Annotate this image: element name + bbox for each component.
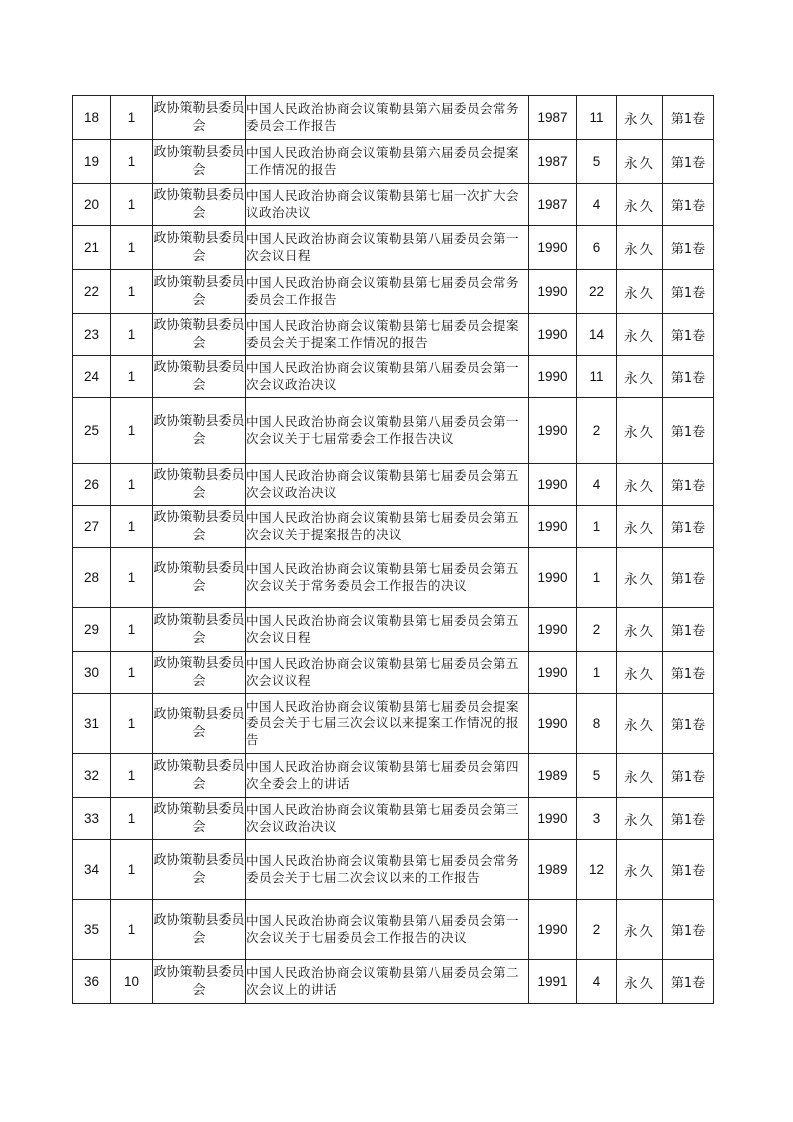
pages-cell: 2 [577,608,617,652]
volume-cell: 第1卷 [663,960,714,1004]
seq-cell: 26 [73,464,111,506]
seq-cell: 24 [73,356,111,398]
category-cell: 1 [111,270,153,314]
pages-cell: 2 [577,900,617,960]
pages-cell: 1 [577,506,617,548]
category-cell: 1 [111,652,153,694]
title-cell: 中国人民政治协商会议策勒县第八届委员会第一次会议政治决议 [246,356,529,398]
volume-cell: 第1卷 [663,840,714,900]
org-cell: 政协策勒县委员会 [153,140,246,184]
title-cell: 中国人民政治协商会议策勒县第七届委员会第五次会议关于常务委员会工作报告的决议 [246,548,529,608]
seq-cell: 34 [73,840,111,900]
table-row [73,314,714,356]
table-row [73,464,714,506]
category-cell: 1 [111,96,153,140]
pages-cell: 12 [577,840,617,900]
title-cell: 中国人民政治协商会议策勒县第七届委员会第四次全委会上的讲话 [246,754,529,798]
org-cell: 政协策勒县委员会 [153,840,246,900]
volume-cell: 第1卷 [663,900,714,960]
seq-cell: 20 [73,184,111,226]
title-cell: 中国人民政治协商会议策勒县第八届委员会第二次会议上的讲话 [246,960,529,1004]
pages-cell: 14 [577,314,617,356]
seq-cell: 36 [73,960,111,1004]
year-cell: 1990 [529,900,577,960]
pages-cell: 8 [577,694,617,754]
org-cell: 政协策勒县委员会 [153,96,246,140]
volume-cell: 第1卷 [663,506,714,548]
pages-cell: 4 [577,960,617,1004]
title-cell: 中国人民政治协商会议策勒县第七届委员会第五次会议关于提案报告的决议 [246,506,529,548]
title-cell: 中国人民政治协商会议策勒县第六届委员会提案工作情况的报告 [246,140,529,184]
year-cell: 1990 [529,356,577,398]
category-cell: 1 [111,314,153,356]
title-cell: 中国人民政治协商会议策勒县第八届委员会第一次会议日程 [246,226,529,270]
seq-cell: 19 [73,140,111,184]
year-cell: 1990 [529,798,577,840]
year-cell: 1990 [529,652,577,694]
title-cell: 中国人民政治协商会议策勒县第八届委员会第一次会议关于七届委员会工作报告的决议 [246,900,529,960]
volume-cell: 第1卷 [663,608,714,652]
title-cell: 中国人民政治协商会议策勒县第八届委员会第一次会议关于七届常委会工作报告决议 [246,398,529,464]
retention-cell: 永久 [617,608,663,652]
table-row [73,226,714,270]
retention-cell: 永久 [617,900,663,960]
category-cell: 1 [111,840,153,900]
org-cell: 政协策勒县委员会 [153,694,246,754]
category-cell: 1 [111,398,153,464]
year-cell: 1989 [529,840,577,900]
retention-cell: 永久 [617,960,663,1004]
table-row [73,96,714,140]
org-cell: 政协策勒县委员会 [153,798,246,840]
table-body [73,96,714,1004]
category-cell: 1 [111,548,153,608]
org-cell: 政协策勒县委员会 [153,900,246,960]
category-cell: 1 [111,900,153,960]
org-cell: 政协策勒县委员会 [153,608,246,652]
archive-catalog-table [72,95,714,1004]
table-row [73,548,714,608]
year-cell: 1987 [529,140,577,184]
category-cell: 1 [111,356,153,398]
org-cell: 政协策勒县委员会 [153,356,246,398]
pages-cell: 1 [577,652,617,694]
volume-cell: 第1卷 [663,398,714,464]
pages-cell: 3 [577,798,617,840]
category-cell: 1 [111,464,153,506]
year-cell: 1990 [529,694,577,754]
pages-cell: 11 [577,96,617,140]
seq-cell: 30 [73,652,111,694]
category-cell: 1 [111,754,153,798]
year-cell: 1990 [529,314,577,356]
seq-cell: 28 [73,548,111,608]
seq-cell: 29 [73,608,111,652]
volume-cell: 第1卷 [663,356,714,398]
retention-cell: 永久 [617,798,663,840]
volume-cell: 第1卷 [663,754,714,798]
category-cell: 1 [111,798,153,840]
org-cell: 政协策勒县委员会 [153,398,246,464]
pages-cell: 5 [577,140,617,184]
category-cell: 1 [111,140,153,184]
retention-cell: 永久 [617,96,663,140]
table-row [73,960,714,1004]
seq-cell: 23 [73,314,111,356]
year-cell: 1987 [529,96,577,140]
table-row [73,356,714,398]
title-cell: 中国人民政治协商会议策勒县第六届委员会常务委员会工作报告 [246,96,529,140]
org-cell: 政协策勒县委员会 [153,184,246,226]
volume-cell: 第1卷 [663,548,714,608]
org-cell: 政协策勒县委员会 [153,226,246,270]
volume-cell: 第1卷 [663,464,714,506]
table-row [73,140,714,184]
year-cell: 1990 [529,548,577,608]
year-cell: 1989 [529,754,577,798]
category-cell: 1 [111,694,153,754]
pages-cell: 11 [577,356,617,398]
year-cell: 1990 [529,270,577,314]
year-cell: 1991 [529,960,577,1004]
year-cell: 1987 [529,184,577,226]
year-cell: 1990 [529,506,577,548]
title-cell: 中国人民政治协商会议策勒县第七届委员会提案委员会关于提案工作情况的报告 [246,314,529,356]
retention-cell: 永久 [617,840,663,900]
table-row [73,506,714,548]
table-row [73,694,714,754]
title-cell: 中国人民政治协商会议策勒县第七届委员会常务委员会关于七届二次会议以来的工作报告 [246,840,529,900]
retention-cell: 永久 [617,270,663,314]
seq-cell: 35 [73,900,111,960]
retention-cell: 永久 [617,694,663,754]
volume-cell: 第1卷 [663,140,714,184]
volume-cell: 第1卷 [663,226,714,270]
org-cell: 政协策勒县委员会 [153,652,246,694]
pages-cell: 22 [577,270,617,314]
retention-cell: 永久 [617,356,663,398]
retention-cell: 永久 [617,226,663,270]
category-cell: 1 [111,226,153,270]
org-cell: 政协策勒县委员会 [153,314,246,356]
pages-cell: 4 [577,464,617,506]
pages-cell: 2 [577,398,617,464]
volume-cell: 第1卷 [663,798,714,840]
year-cell: 1990 [529,608,577,652]
retention-cell: 永久 [617,464,663,506]
table-row [73,184,714,226]
seq-cell: 27 [73,506,111,548]
seq-cell: 18 [73,96,111,140]
org-cell: 政协策勒县委员会 [153,270,246,314]
org-cell: 政协策勒县委员会 [153,548,246,608]
retention-cell: 永久 [617,184,663,226]
table-row [73,754,714,798]
retention-cell: 永久 [617,140,663,184]
volume-cell: 第1卷 [663,314,714,356]
title-cell: 中国人民政治协商会议策勒县第七届委员会第五次会议日程 [246,608,529,652]
retention-cell: 永久 [617,314,663,356]
table-row [73,798,714,840]
volume-cell: 第1卷 [663,694,714,754]
title-cell: 中国人民政治协商会议策勒县第七届委员会第五次会议议程 [246,652,529,694]
pages-cell: 5 [577,754,617,798]
retention-cell: 永久 [617,548,663,608]
title-cell: 中国人民政治协商会议策勒县第七届委员会提案委员会关于七届三次会议以来提案工作情况的报告 [246,694,529,754]
volume-cell: 第1卷 [663,96,714,140]
seq-cell: 31 [73,694,111,754]
title-cell: 中国人民政治协商会议策勒县第七届委员会第三次会议政治决议 [246,798,529,840]
retention-cell: 永久 [617,398,663,464]
seq-cell: 22 [73,270,111,314]
org-cell: 政协策勒县委员会 [153,464,246,506]
org-cell: 政协策勒县委员会 [153,754,246,798]
pages-cell: 6 [577,226,617,270]
table-row [73,840,714,900]
title-cell: 中国人民政治协商会议策勒县第七届委员会常务委员会工作报告 [246,270,529,314]
year-cell: 1990 [529,464,577,506]
seq-cell: 32 [73,754,111,798]
pages-cell: 1 [577,548,617,608]
table-row [73,900,714,960]
volume-cell: 第1卷 [663,652,714,694]
org-cell: 政协策勒县委员会 [153,960,246,1004]
pages-cell: 4 [577,184,617,226]
retention-cell: 永久 [617,506,663,548]
org-cell: 政协策勒县委员会 [153,506,246,548]
seq-cell: 33 [73,798,111,840]
category-cell: 10 [111,960,153,1004]
category-cell: 1 [111,608,153,652]
year-cell: 1990 [529,398,577,464]
category-cell: 1 [111,184,153,226]
volume-cell: 第1卷 [663,184,714,226]
retention-cell: 永久 [617,754,663,798]
category-cell: 1 [111,506,153,548]
table-row [73,398,714,464]
title-cell: 中国人民政治协商会议策勒县第七届一次扩大会议政治决议 [246,184,529,226]
table-row [73,270,714,314]
retention-cell: 永久 [617,652,663,694]
table-row [73,608,714,652]
title-cell: 中国人民政治协商会议策勒县第七届委员会第五次会议政治决议 [246,464,529,506]
table-row [73,652,714,694]
volume-cell: 第1卷 [663,270,714,314]
year-cell: 1990 [529,226,577,270]
seq-cell: 21 [73,226,111,270]
seq-cell: 25 [73,398,111,464]
